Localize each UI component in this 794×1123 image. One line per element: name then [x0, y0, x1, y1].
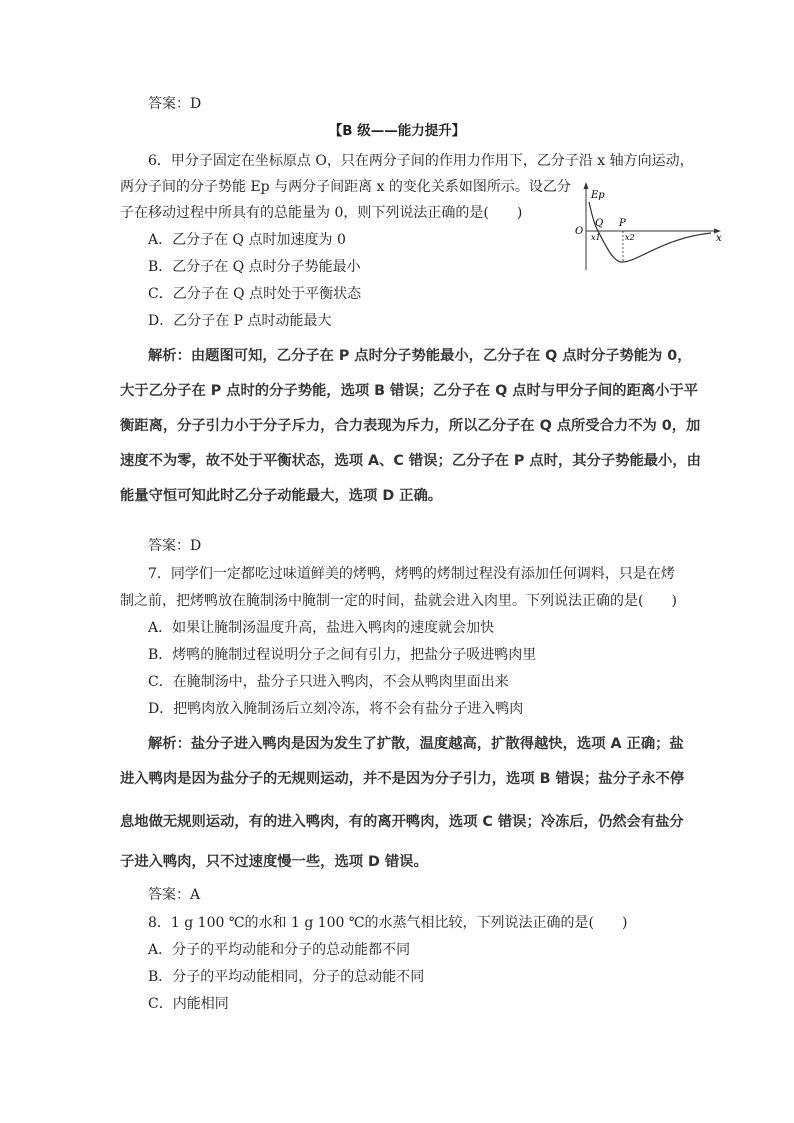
q6-analysis-line: 大于乙分子在 P 点时的分子势能，选项 B 错误；乙分子在 Q 点时与甲分子间的距离小于平 [120, 383, 699, 399]
x-axis-label: x [716, 233, 722, 244]
x1-label: x1 [591, 233, 601, 242]
q8-option-a: A．分子的平均动能和分子的总动能都不同 [148, 942, 411, 958]
point-p-label: P [619, 218, 626, 229]
q6-analysis-line: 能量守恒可知此时乙分子动能最大，选项 D 正确。 [120, 488, 443, 504]
q7-analysis-line: 解析：盐分子进入鸭肉是因为发生了扩散，温度越高，扩散得越快，选项 A 正确；盐 [148, 736, 684, 752]
q6-option-c: C．乙分子在 Q 点时处于平衡状态 [148, 286, 362, 302]
origin-label: O [575, 226, 584, 237]
q6-stem-line: 子在移动过程中所具有的总能量为 0，则下列说法正确的是( ) [120, 205, 523, 221]
point-q-label: Q [595, 218, 604, 229]
q6-answer: 答案：D [148, 538, 202, 554]
q8-stem-line: 8．1 g 100 ℃的水和 1 g 100 ℃的水蒸气相比较，下列说法正确的是( ) [148, 915, 628, 931]
q7-option-c: C．在腌制汤中，盐分子只进入鸭肉，不会从鸭肉里面出来 [148, 674, 509, 690]
q6-option-a: A．乙分子在 Q 点时加速度为 0 [148, 232, 346, 248]
q7-option-b: B．烤鸭的腌制过程说明分子之间有引力，把盐分子吸进鸭肉里 [148, 647, 537, 663]
q6-option-b: B．乙分子在 Q 点时分子势能最小 [148, 259, 361, 275]
q7-analysis-line: 进入鸭肉是因为盐分子的无规则运动，并不是因为分子引力，选项 B 错误；盐分子永不停 [120, 771, 685, 787]
y-axis-arrow [584, 182, 589, 189]
potential-curve [589, 202, 711, 262]
section-title: 【B 级——能力提升】 [328, 123, 466, 139]
x2-label: x2 [625, 233, 635, 242]
q6-option-d: D．乙分子在 P 点时动能最大 [148, 313, 332, 329]
q7-analysis-line: 息地做无规则运动，有的进入鸭肉，有的离开鸭肉，选项 C 错误；冷冻后，仍然会有盐分 [120, 814, 684, 830]
q7-stem-line: 制之前，把烤鸭放在腌制汤中腌制一定的时间，盐就会进入肉里。下列说法正确的是( ) [120, 593, 677, 609]
q7-option-d: D．把鸭肉放入腌制汤后立刻冷冻，将不会有盐分子进入鸭肉 [148, 701, 524, 717]
q6-analysis-line: 解析：由题图可知，乙分子在 P 点时分子势能最小，乙分子在 Q 点时分子势能为 0， [148, 348, 692, 364]
q6-analysis-line: 衡距离，分子引力小于分子斥力，合力表现为斥力，所以乙分子在 Q 点所受合力不为 0，加 [120, 418, 701, 434]
q7-analysis-line: 子进入鸭肉，只不过速度慢一些，选项 D 错误。 [120, 854, 428, 870]
q8-option-c: C．内能相同 [148, 996, 229, 1012]
q7-answer: 答案：A [148, 887, 201, 903]
q8-option-b: B．分子的平均动能相同，分子的总动能不同 [148, 969, 425, 985]
y-axis-label: Ep [591, 190, 605, 201]
energy-distance-graph [573, 180, 723, 272]
q7-stem-line: 7．同学们一定都吃过味道鲜美的烤鸭，烤鸭的烤制过程没有添加任何调料，只是在烤 [148, 566, 675, 582]
q6-stem-line: 6．甲分子固定在坐标原点 O，只在两分子间的作用力作用下，乙分子沿 x 轴方向运动， [148, 153, 694, 169]
q7-option-a: A．如果让腌制汤温度升高，盐进入鸭肉的速度就会加快 [148, 620, 495, 636]
q5-answer: 答案：D [148, 96, 202, 112]
q6-stem-line: 两分子间的分子势能 Ep 与两分子间距离 x 的变化关系如图所示。设乙分 [120, 179, 571, 195]
q6-analysis-line: 速度不为零，故不处于平衡状态，选项 A、C 错误；乙分子在 P 点时，其分子势能最小，由 [120, 453, 701, 469]
